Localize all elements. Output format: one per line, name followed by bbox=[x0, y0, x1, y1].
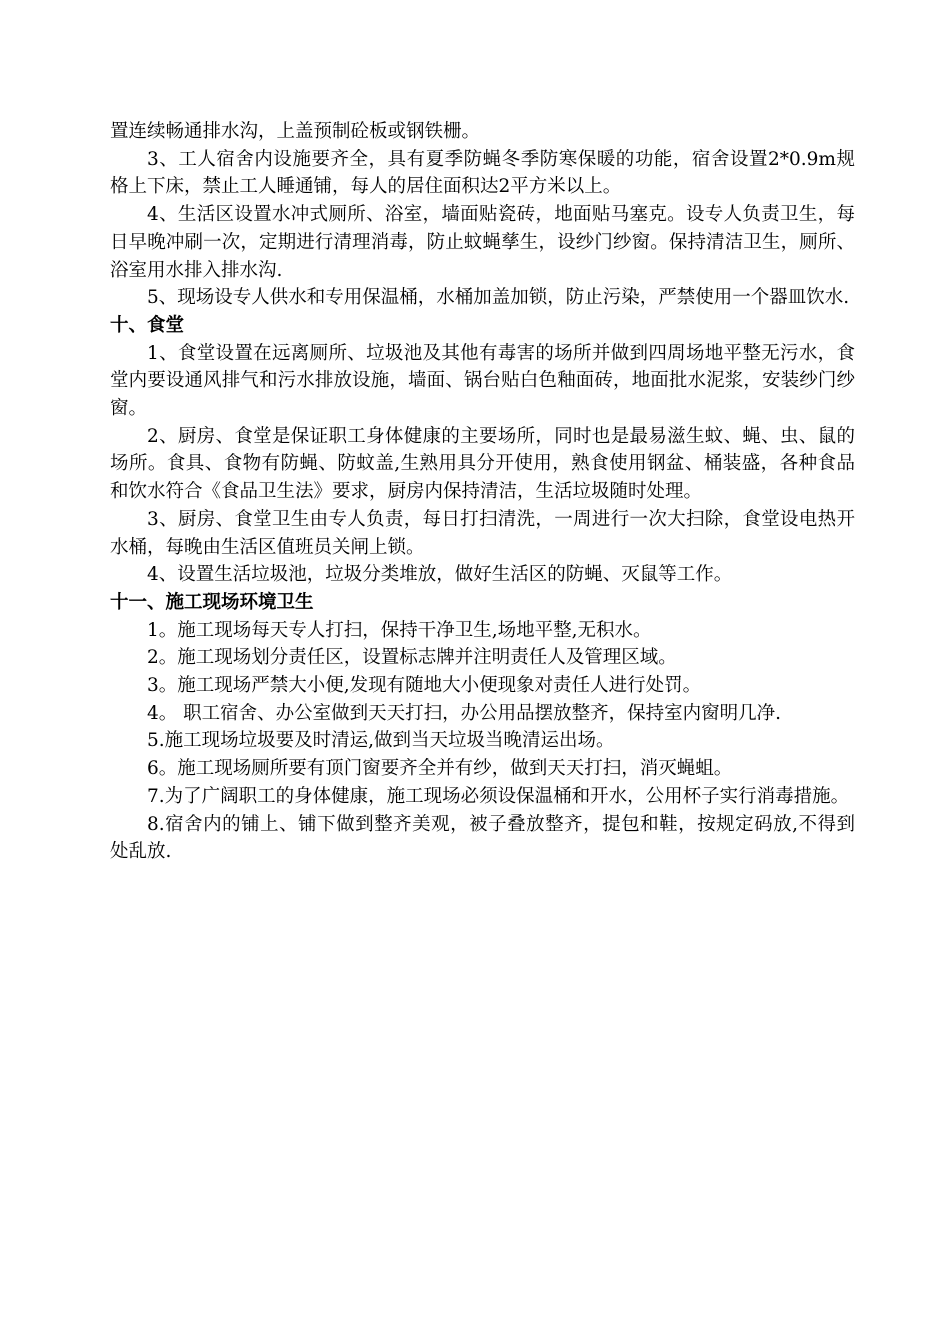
document-page bbox=[110, 118, 855, 866]
section-heading-canteen: 十、食堂 bbox=[110, 314, 185, 336]
paragraph-site-1: 1。施工现场每天专人打扫，保持干净卫生,场地平整,无积水。 bbox=[147, 619, 652, 641]
paragraph-site-2: 2。施工现场划分责任区，设置标志牌并注明责任人及管理区域。 bbox=[147, 647, 677, 669]
paragraph-dorm-5: 5、现场设专人供水和专用保温桶，水桶加盖加锁，防止污染，严禁使用一个器皿饮水. bbox=[147, 287, 850, 309]
paragraph-site-6: 6。施工现场厕所要有顶门窗要齐全并有纱，做到天天打扫，消灭蝇蛆。 bbox=[147, 758, 733, 780]
paragraph-site-8: 8.宿舍内的铺上、铺下做到整齐美观，被子叠放整齐，提包和鞋，按规定码放,不得到处乱放. bbox=[110, 813, 855, 863]
paragraph-site-5: 5.施工现场垃圾要及时清运,做到当天垃圾当晚清运出场。 bbox=[147, 730, 615, 752]
paragraph-canteen-2: 2、厨房、食堂是保证职工身体健康的主要场所，同时也是最易滋生蚊、蝇、虫、鼠的场所。食具、食物有防蝇、防蚊盖,生熟用具分开使用，熟食使用钢盆、桶装盛，各种食品和饮水符合《食品卫生法》要求，厨房内保持清洁，生活垃圾随时处理。 bbox=[110, 425, 855, 503]
paragraph-dorm-4: 4、生活区设置水冲式厕所、浴室，墙面贴瓷砖，地面贴马塞克。设专人负责卫生，每日早晚冲刷一次，定期进行清理消毒，防止蚊蝇孳生，设纱门纱窗。保持清洁卫生，厕所、浴室用水排入排水沟. bbox=[110, 204, 855, 281]
paragraph-dorm-3: 3、工人宿舍内设施要齐全，具有夏季防蝇冬季防寒保暖的功能，宿舍设置2*0.9m规格上下床，禁止工人睡通铺，每人的居住面积达2平方米以上。 bbox=[110, 148, 855, 198]
paragraph-site-3: 3。施工现场严禁大小便,发现有随地大小便现象对责任人进行处罚。 bbox=[147, 675, 702, 697]
paragraph-canteen-1: 1、食堂设置在远离厕所、垃圾池及其他有毒害的场所并做到四周场地平整无污水，食堂内要设通风排气和污水排放设施，墙面、锅台贴白色釉面砖，地面批水泥浆，安装纱门纱窗。 bbox=[110, 342, 855, 420]
paragraph-canteen-3: 3、厨房、食堂卫生由专人负责，每日打扫清洗，一周进行一次大扫除，食堂设电热开水桶，每晚由生活区值班员关闸上锁。 bbox=[110, 508, 855, 558]
section-heading-site-hygiene: 十一、施工现场环境卫生 bbox=[110, 591, 314, 613]
paragraph-dorm-continued: 置连续畅通排水沟，上盖预制砼板或钢铁栅。 bbox=[110, 121, 481, 142]
paragraph-site-7: 7.为了广阔职工的身体健康，施工现场必须设保温桶和开水，公用杯子实行消毒措施。 bbox=[147, 785, 850, 807]
paragraph-site-4: 4。 职工宿舍、办公室做到天天打扫，办公用品摆放整齐，保持室内窗明几净. bbox=[147, 702, 782, 724]
paragraph-canteen-4: 4、设置生活垃圾池，垃圾分类堆放，做好生活区的防蝇、灭鼠等工作。 bbox=[147, 564, 733, 586]
